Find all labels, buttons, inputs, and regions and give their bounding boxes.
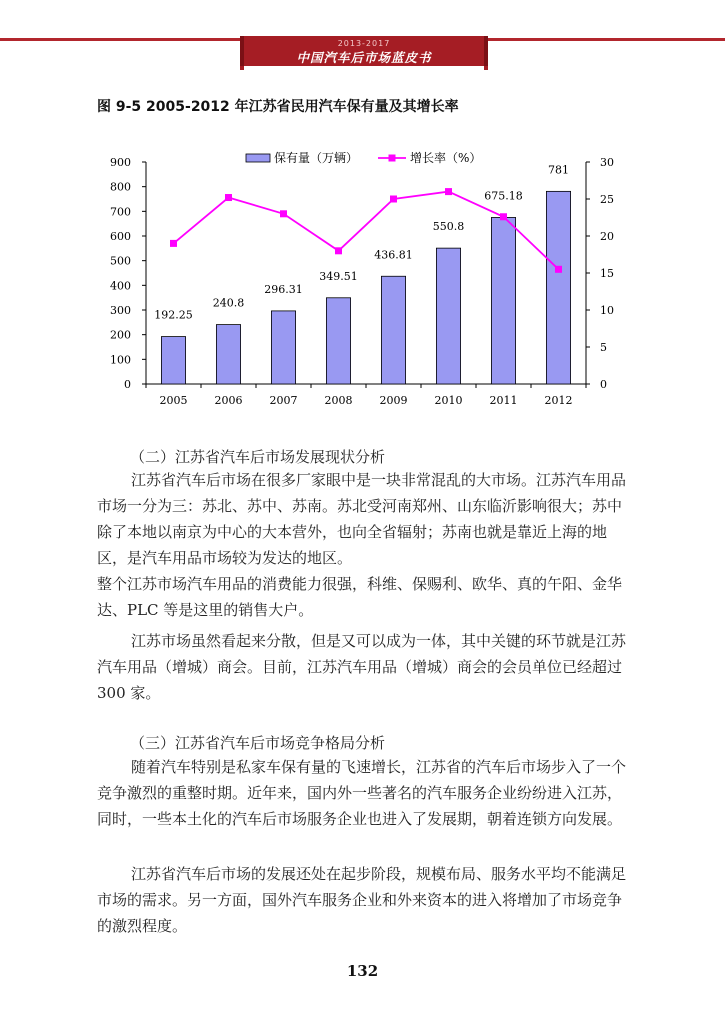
legend-bar-swatch [246, 154, 270, 162]
left-tick-label: 900 [110, 156, 131, 169]
paragraph-development-stage: 江苏省汽车后市场的发展还处在起步阶段，规模布局、服务水平均不能满足市场的需求。另一方面，国外汽车服务企业和外来资本的进入将增加了市场竞争的激烈程度。 [97, 865, 627, 935]
growth-rate-point [280, 210, 287, 217]
bar-ownership [216, 325, 240, 384]
header-banner [240, 36, 488, 66]
bar-value-label: 781 [548, 163, 569, 177]
vehicle-ownership-chart [88, 140, 628, 420]
left-tick-label: 600 [110, 230, 131, 243]
bar-ownership [381, 276, 405, 384]
left-tick-label: 300 [110, 304, 131, 317]
bar-value-label: 240.8 [212, 296, 245, 310]
bar-value-label: 349.51 [319, 269, 358, 283]
paragraph-market-overview: 江苏省汽车后市场在很多厂家眼中是一块非常混乱的大市场。江苏汽车用品市场一分为三：苏北、苏中、苏南。苏北受河南郑州、山东临沂影响很大；苏中除了本地以南京为中心的大本营外，也向全省辐射；苏南也就是靠近上海的地区，是汽车用品市场较为发达的地区。 [97, 471, 627, 567]
x-tick-label: 2008 [324, 394, 353, 407]
legend-line-label: 增长率（%） [410, 151, 482, 165]
left-tick-label: 800 [110, 180, 131, 194]
right-tick-label: 5 [600, 341, 607, 354]
header-title: 中国汽车后市场蓝皮书 [296, 50, 432, 65]
x-tick-label: 2005 [159, 394, 188, 407]
paragraph-competition: 随着汽车特别是私家车保有量的飞速增长，江苏省的汽车后市场步入了一个竞争激烈的重整时期。近年来，国内外一些著名的汽车服务企业纷纷进入江苏，同时，一些本土化的汽车后市场服务企业也进入了发展期，朝着连锁方向发展。 [97, 758, 627, 828]
x-tick-label: 2009 [379, 394, 408, 407]
bar-ownership [271, 311, 295, 384]
x-tick-label: 2007 [269, 394, 298, 407]
growth-rate-point [335, 247, 342, 254]
right-tick-label: 10 [600, 304, 614, 317]
left-tick-label: 100 [110, 353, 131, 367]
header-tick-right [484, 66, 488, 70]
legend-bar-label: 保有量（万辆） [274, 151, 359, 165]
page-number: 132 [346, 962, 379, 980]
right-tick-label: 0 [600, 378, 607, 391]
x-tick-label: 2010 [434, 394, 463, 407]
bar-ownership [436, 248, 460, 384]
right-tick-label: 30 [600, 156, 614, 169]
bar-ownership [546, 191, 570, 384]
growth-rate-point [445, 188, 452, 195]
section-heading-competition: （三）江苏省汽车后市场竞争格局分析 [130, 734, 386, 752]
bar-value-label: 436.81 [374, 248, 413, 262]
growth-rate-point [390, 196, 397, 203]
right-tick-label: 25 [600, 193, 614, 206]
growth-rate-point [170, 240, 177, 247]
left-tick-label: 500 [110, 254, 131, 268]
left-tick-label: 400 [110, 279, 131, 293]
header-tick-left [240, 66, 244, 70]
bar-value-label: 192.25 [154, 308, 193, 322]
bar-value-label: 550.8 [432, 220, 465, 234]
paragraph-chamber: 江苏市场虽然看起来分散，但是又可以成为一体，其中关键的环节就是江苏汽车用品（增城）商会。目前，江苏汽车用品（增城）商会的会员单位已经超过 300 家。 [97, 632, 627, 702]
paragraph-consumption: 整个江苏市场汽车用品的消费能力很强，科维、保赐利、欧华、真的午阳、金华达、PLC 等是这里的销售大户。 [97, 575, 623, 619]
bar-ownership [326, 298, 350, 384]
growth-rate-point [555, 266, 562, 273]
x-tick-label: 2006 [214, 394, 243, 407]
growth-rate-point [500, 213, 507, 220]
right-tick-label: 20 [600, 230, 614, 243]
x-tick-label: 2011 [489, 394, 518, 407]
legend-line-marker [389, 155, 396, 162]
header-years: 2013-2017 [337, 39, 391, 48]
x-tick-label: 2012 [544, 394, 573, 407]
figure-caption: 图 9-5 2005-2012 年江苏省民用汽车保有量及其增长率 [97, 99, 459, 115]
left-tick-label: 700 [110, 205, 131, 219]
section-heading-development: （二）江苏省汽车后市场发展现状分析 [130, 448, 386, 466]
bar-ownership [491, 217, 515, 384]
right-tick-label: 15 [600, 267, 614, 280]
growth-rate-point [225, 194, 232, 201]
bar-value-label: 675.18 [484, 189, 523, 203]
bar-ownership [161, 337, 185, 384]
left-tick-label: 200 [110, 328, 131, 342]
bar-value-label: 296.31 [264, 282, 303, 296]
left-tick-label: 0 [124, 378, 131, 391]
